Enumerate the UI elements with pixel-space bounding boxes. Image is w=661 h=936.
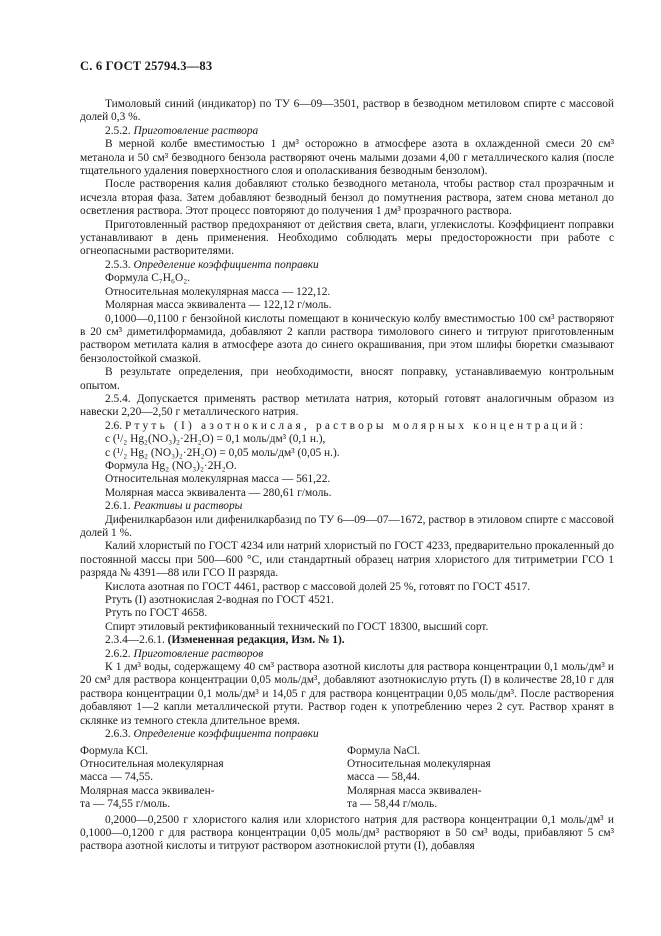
paragraph: В мерной колбе вместимостью 1 дм³ осторожно в атмосфере азота в охлажденной смеси 20 см³ метанола и 50 см³ безводного бензола растворяют очень малыми дозами 4,00 г металлического калия (после тщательного удаления поверхностного слоя и ополаскивания безводным бензолом).	[80, 138, 614, 178]
amendment-note: 2.3.4—2.6.1. (Измененная редакция, Изм. № 1).	[105, 634, 345, 647]
left-column	[80, 745, 347, 812]
molar-mass-line: Молярная масса эквивалента — 122,12 г/моль.	[105, 299, 332, 312]
paragraph: В результате определения, при необходимости, вносят поправку, устанавливаемую контрольным опытом.	[80, 366, 614, 392]
concentration-line: c (¹/₂ Hg₂ (NO₃)₂·2H₂O) = 0,05 моль/дм³ (0,05 н.).	[105, 446, 340, 459]
section-heading: 2.6. Ртуть (I) азотнокислая, растворы молярных концентраций:	[105, 419, 587, 432]
paragraph: Дифенилкарбазон или дифенилкарбазид по ТУ 6—09—07—1672, раствор в этиловом спирте с массовой долей 1 %.	[80, 513, 614, 539]
page-header: С. 6 ГОСТ 25794.3—83	[80, 59, 213, 73]
column-line: масса — 58,44.	[347, 771, 421, 784]
right-column	[347, 745, 614, 812]
section-heading: 2.6.3. Определение коэффициента поправки	[105, 728, 319, 741]
column-line: та — 58,44 г/моль.	[347, 798, 438, 811]
paragraph: Калий хлористый по ГОСТ 4234 или натрий хлористый по ГОСТ 4233, предварительно прокаленный до постоянной массы при 500—600 °С, или стандартный образец натрия хлористого для титриметрии ГСО 1 разряда № 4391—88 или ГСО II разряда.	[80, 540, 614, 580]
formula-line: Формула Hg₂ (NO₃)₂·2H₂O.	[105, 459, 237, 472]
paragraph: Тимоловый синий (индикатор) по ТУ 6—09—3501, раствор в безводном метиловом спирте с массовой долей 0,3 %.	[80, 98, 614, 124]
paragraph: Ртуть (I) азотнокислая 2-водная по ГОСТ 4521.	[105, 594, 334, 607]
paragraph: 2.5.4. Допускается применять раствор метилата натрия, который готовят аналогичным образом из навески 2,20—2,50 г металлического натрия.	[80, 392, 614, 419]
document-body	[80, 98, 614, 854]
molar-mass-line: Молярная масса эквивалента — 280,61 г/моль.	[105, 486, 332, 499]
column-line: Формула NaCl.	[347, 744, 421, 757]
section-heading: 2.5.3. Определение коэффициента поправки	[105, 258, 319, 271]
paragraph: К 1 дм³ воды, содержащему 40 см³ раствора азотной кислоты для раствора концентрации 0,1 моль/дм³ и 20 см³ для раствора концентрации 0,05 моль/дм³, добавляют азотнокислую ртуть (I) в количестве 28,10 г для раствора концентрации 0,1 моль/дм³ и 14,05 г для раствора концентрации 0,05 моль/дм³. После растворения добавляют 1—2 капли металлической ртути. Раствор годен к употреблению через 2 сут. Раствор хранят в склянке из темного стекла длительное время.	[80, 661, 614, 727]
paragraph: Ртуть по ГОСТ 4658.	[105, 607, 208, 620]
column-line: Относительная молекулярная	[347, 757, 491, 770]
column-line: Относительная молекулярная	[80, 757, 224, 770]
paragraph: Приготовленный раствор предохраняют от действия света, влаги, углекислоты. Коэффициент поправки устанавливают в день применения. Необходимо соблюдать меры предосторожности при работе с огнеопасными растворителями.	[80, 218, 614, 258]
column-line: Молярная масса эквивален-	[347, 784, 482, 797]
column-line: та — 74,55 г/моль.	[80, 798, 171, 811]
column-line: Молярная масса эквивален-	[80, 784, 215, 797]
section-heading: 2.6.2. Приготовление растворов	[105, 647, 264, 660]
section-heading: 2.6.1. Реактивы и растворы	[105, 500, 243, 513]
two-column-block	[80, 745, 614, 812]
paragraph: После растворения калия добавляют столько безводного метанола, чтобы раствор стал прозрачным и исчезла вторая фаза. Затем добавляют безводный бензол до помутнения раствора, затем снова метанол до осветления раствора. Этот процесс повторяют до получения 1 дм³ прозрачного раствора.	[80, 178, 614, 218]
paragraph: 0,2000—0,2500 г хлористого калия или хлористого натрия для раствора концентрации 0,1 моль/дм³ и 0,1000—0,1200 г для раствора концентрации 0,05 моль/дм³ растворяют в 50 см³ воды, прибавляют 5 см³ раствора азотной кислоты и титруют раствором азотнокислой ртути (I), добавляя	[80, 813, 614, 853]
formula-line: Формула C₇H₆O₂.	[105, 272, 191, 285]
concentration-line: c (¹/₂ Hg₂(NO₃)₂·2H₂O) = 0,1 моль/дм³ (0,1 н.),	[105, 433, 326, 446]
molecular-mass-line: Относительная молекулярная масса — 122,12.	[105, 285, 331, 298]
column-line: масса — 74,55.	[80, 771, 154, 784]
molecular-mass-line: Относительная молекулярная масса — 561,22.	[105, 473, 331, 486]
paragraph: 0,1000—0,1100 г бензойной кислоты помещают в коническую колбу вместимостью 100 см³ растворяют в 20 см³ диметилформамида, добавляют 2 капли раствора тимолового синего и титруют приготовленным раствором метилата калия в атмосфере азота до синего окрашивания, при этом шлифы бюретки смазывают бензолостойкой смазкой.	[80, 312, 614, 365]
column-line: Формула KCl.	[80, 744, 149, 757]
paragraph: Кислота азотная по ГОСТ 4461, раствор с массовой долей 25 %, готовят по ГОСТ 4517.	[105, 580, 531, 593]
section-heading: 2.5.2. Приготовление раствора	[105, 124, 259, 137]
paragraph: Спирт этиловый ректификованный технический по ГОСТ 18300, высший сорт.	[105, 620, 489, 633]
